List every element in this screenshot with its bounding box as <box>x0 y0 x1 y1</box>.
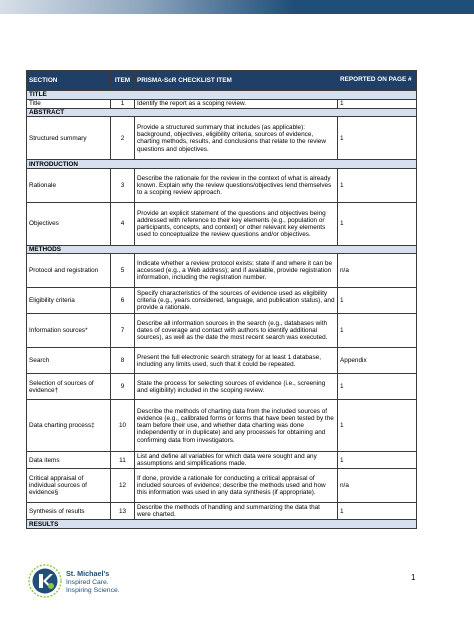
table-row <box>27 202 417 245</box>
row-item: 7 <box>111 314 135 348</box>
row-section: Critical appraisal of individual sources of evidence§ <box>27 469 111 503</box>
st-michaels-logo-icon <box>28 564 62 598</box>
row-item: 1 <box>111 99 135 108</box>
row-page: 1 <box>338 452 417 469</box>
row-page: 1 <box>338 99 417 108</box>
top-banner-bar <box>0 0 474 14</box>
table-row <box>27 469 417 503</box>
table-row <box>27 254 417 288</box>
footer-brand <box>66 570 120 595</box>
row-description: List and define all variables for which data were sought and any assumptions and simplifications made. <box>135 452 338 469</box>
row-section: Selection of sources of evidence† <box>27 374 111 400</box>
row-description: Describe the rationale for the review in the context of what is already known. Explain why the review questions/objectives lend themselves to a scoping review approach. <box>135 168 338 202</box>
row-page: Appendix <box>338 348 417 374</box>
row-description: Describe the methods of charting data from the included sources of evidence (e.g., calibrated forms or forms that have been tested by the team before their use, and whether data charting was done independently or in duplicate) and any processes for obtaining and confirming data from investigators. <box>135 400 338 452</box>
group-row-results <box>27 520 417 529</box>
row-page: 1 <box>338 117 417 160</box>
header-checklist-item: PRISMA-ScR CHECKLIST ITEM <box>135 71 338 91</box>
row-item: 3 <box>111 168 135 202</box>
group-label: INTRODUCTION <box>27 160 417 169</box>
prisma-scr-checklist-table <box>26 70 417 529</box>
table-header-row <box>27 71 417 91</box>
row-section: Title <box>27 99 111 108</box>
row-section: Objectives <box>27 202 111 245</box>
row-page: 1 <box>338 168 417 202</box>
row-description: Describe the methods of handling and summarizing the data that were charted. <box>135 503 338 520</box>
group-row-introduction <box>27 160 417 169</box>
table-row <box>27 400 417 452</box>
group-label: METHODS <box>27 245 417 254</box>
row-item: 8 <box>111 348 135 374</box>
row-page: 1 <box>338 202 417 245</box>
table-row <box>27 348 417 374</box>
row-section: Data items <box>27 452 111 469</box>
row-page: 1 <box>338 288 417 314</box>
row-item: 9 <box>111 374 135 400</box>
row-page: 1 <box>338 374 417 400</box>
row-section: Synthesis of results <box>27 503 111 520</box>
page-number: 1 <box>411 573 416 582</box>
table-row <box>27 314 417 348</box>
row-description: If done, provide a rationale for conducting a critical appraisal of included sources of evidence; describe the methods used and how this information was used in any data synthesis (if appropriate). <box>135 469 338 503</box>
row-description: Identify the report as a scoping review. <box>135 99 338 108</box>
row-section: Information sources* <box>27 314 111 348</box>
group-row-methods <box>27 245 417 254</box>
row-description: State the process for selecting sources of evidence (i.e., screening and eligibility) included in the scoping review. <box>135 374 338 400</box>
brand-name: St. Michael's <box>66 569 110 578</box>
table-row <box>27 117 417 160</box>
table-row <box>27 503 417 520</box>
brand-tagline-2: Inspiring Science. <box>66 586 120 594</box>
table-row <box>27 168 417 202</box>
group-label: ABSTRACT <box>27 108 417 117</box>
table-row <box>27 374 417 400</box>
group-label: TITLE <box>27 91 417 100</box>
row-description: Specify characteristics of the sources of evidence used as eligibility criteria (e.g., years considered, language, and publication status), and provide a rationale. <box>135 288 338 314</box>
row-description: Present the full electronic search strategy for at least 1 database, including any limits used, such that it could be repeated. <box>135 348 338 374</box>
row-description: Provide an explicit statement of the questions and objectives being addressed with reference to their key elements (e.g., population or participants, concepts, and context) or other relevant key elements used to conceptualize the review questions and/or objectives. <box>135 202 338 245</box>
row-item: 2 <box>111 117 135 160</box>
row-item: 11 <box>111 452 135 469</box>
row-section: Data charting process‡ <box>27 400 111 452</box>
group-label: RESULTS <box>27 520 417 529</box>
group-row-title <box>27 91 417 100</box>
row-description: Provide a structured summary that includes (as applicable): background, objectives, eligibility criteria, sources of evidence, charting methods, results, and conclusions that relate to the review questions and objectives. <box>135 117 338 160</box>
row-section: Structured summary <box>27 117 111 160</box>
row-section: Protocol and registration <box>27 254 111 288</box>
header-section: SECTION <box>27 71 111 91</box>
row-page: n/a <box>338 254 417 288</box>
row-section: Eligibility criteria <box>27 288 111 314</box>
brand-tagline-1: Inspired Care. <box>66 578 109 586</box>
group-row-abstract <box>27 108 417 117</box>
table-row <box>27 99 417 108</box>
row-description: Indicate whether a review protocol exists; state if and where it can be accessed (e.g., a Web address); and if available, provide registration information, including the registration number. <box>135 254 338 288</box>
row-item: 4 <box>111 202 135 245</box>
row-section: Rationale <box>27 168 111 202</box>
table-row <box>27 452 417 469</box>
row-page: 1 <box>338 314 417 348</box>
row-item: 6 <box>111 288 135 314</box>
row-item: 5 <box>111 254 135 288</box>
row-page: n/a <box>338 469 417 503</box>
header-reported-on-page: REPORTED ON PAGE # <box>338 71 417 91</box>
row-page: 1 <box>338 503 417 520</box>
row-description: Describe all information sources in the search (e.g., databases with dates of coverage and contact with authors to identify additional sources), as well as the date the most recent search was executed. <box>135 314 338 348</box>
row-item: 12 <box>111 469 135 503</box>
row-section: Search <box>27 348 111 374</box>
table-row <box>27 288 417 314</box>
header-item: ITEM <box>111 71 135 91</box>
row-page: 1 <box>338 400 417 452</box>
row-item: 10 <box>111 400 135 452</box>
row-item: 13 <box>111 503 135 520</box>
